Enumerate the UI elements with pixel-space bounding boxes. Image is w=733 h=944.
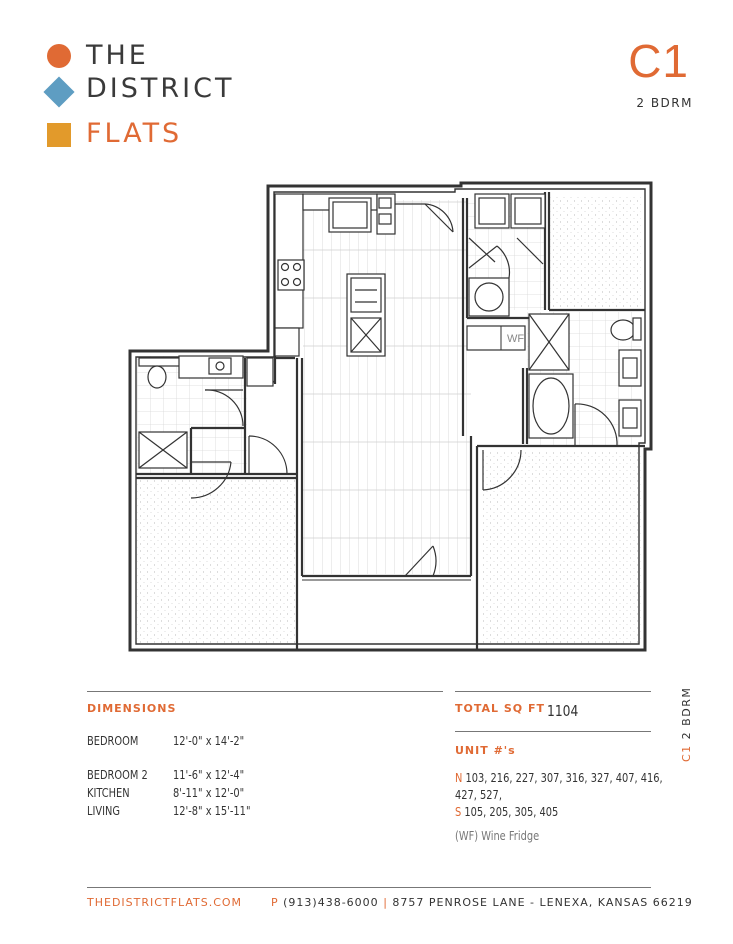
units-south-prefix: S bbox=[455, 805, 462, 819]
footer-phone-prefix: P bbox=[271, 896, 279, 909]
dim-room-living: LIVING bbox=[87, 804, 121, 818]
totals-under-rule bbox=[455, 731, 651, 732]
footer-website-link[interactable]: THEDISTRICTFLATS.COM bbox=[87, 896, 243, 909]
wine-fridge-tag: WF bbox=[507, 333, 525, 345]
dim-room-bedroom: BEDROOM bbox=[87, 734, 139, 748]
total-sqft-label: TOTAL SQ FT bbox=[455, 702, 545, 715]
kitchen-island bbox=[347, 274, 385, 356]
units-north-line1: 103, 216, 227, 307, 316, 327, 407, 416, bbox=[465, 771, 663, 785]
logo-circle-icon bbox=[47, 44, 71, 68]
unit-subtitle: 2 BDRM bbox=[636, 96, 693, 110]
units-south-line: 105, 205, 305, 405 bbox=[464, 805, 559, 819]
dimensions-heading: DIMENSIONS bbox=[87, 702, 177, 715]
units-north-line2: 427, 527, bbox=[455, 788, 502, 802]
side-tag bbox=[680, 687, 693, 762]
units-north bbox=[455, 771, 663, 785]
footer-phone[interactable]: (913)438-6000 bbox=[283, 896, 379, 909]
dim-size-kitchen: 8'-11" x 12'-0" bbox=[173, 786, 245, 800]
logo-square-icon bbox=[47, 123, 71, 147]
totals-rule bbox=[455, 691, 651, 692]
wine-fridge-note: (WF) Wine Fridge bbox=[455, 829, 540, 843]
logo-text-the: THE bbox=[86, 40, 149, 71]
dim-room-kitchen: KITCHEN bbox=[87, 786, 130, 800]
units-north-prefix: N bbox=[455, 771, 463, 785]
bedroom-right-floor bbox=[483, 450, 641, 644]
wine-fridge bbox=[467, 326, 525, 350]
side-tag-code: C1 bbox=[680, 744, 693, 762]
dim-size-living: 12'-8" x 15'-11" bbox=[173, 804, 251, 818]
side-tag-text: 2 BDRM bbox=[680, 686, 693, 740]
logo-text-district: DISTRICT bbox=[86, 73, 235, 104]
total-sqft-value: 1104 bbox=[547, 702, 579, 720]
units-heading: UNIT #'s bbox=[455, 744, 516, 757]
footer-separator: | bbox=[383, 896, 388, 909]
footer-address: 8757 PENROSE LANE - LENEXA, KANSAS 66219 bbox=[392, 896, 693, 909]
dim-size-bedroom: 12'-0" x 14'-2" bbox=[173, 734, 245, 748]
floor-plan bbox=[125, 178, 655, 658]
logo-diamond-icon bbox=[43, 76, 74, 107]
closet-floor bbox=[547, 196, 641, 308]
footer-contact bbox=[271, 896, 693, 909]
bedroom-left-floor bbox=[137, 478, 297, 644]
logo-text-flats: FLATS bbox=[86, 118, 183, 149]
units-south bbox=[455, 805, 558, 819]
dim-room-bedroom-2: BEDROOM 2 bbox=[87, 768, 148, 782]
dimensions-rule bbox=[87, 691, 443, 692]
footer-rule bbox=[87, 887, 651, 888]
unit-code: C1 bbox=[628, 35, 689, 87]
kitchen-living-floor bbox=[303, 200, 471, 574]
dim-size-bedroom-2: 11'-6" x 12'-4" bbox=[173, 768, 245, 782]
